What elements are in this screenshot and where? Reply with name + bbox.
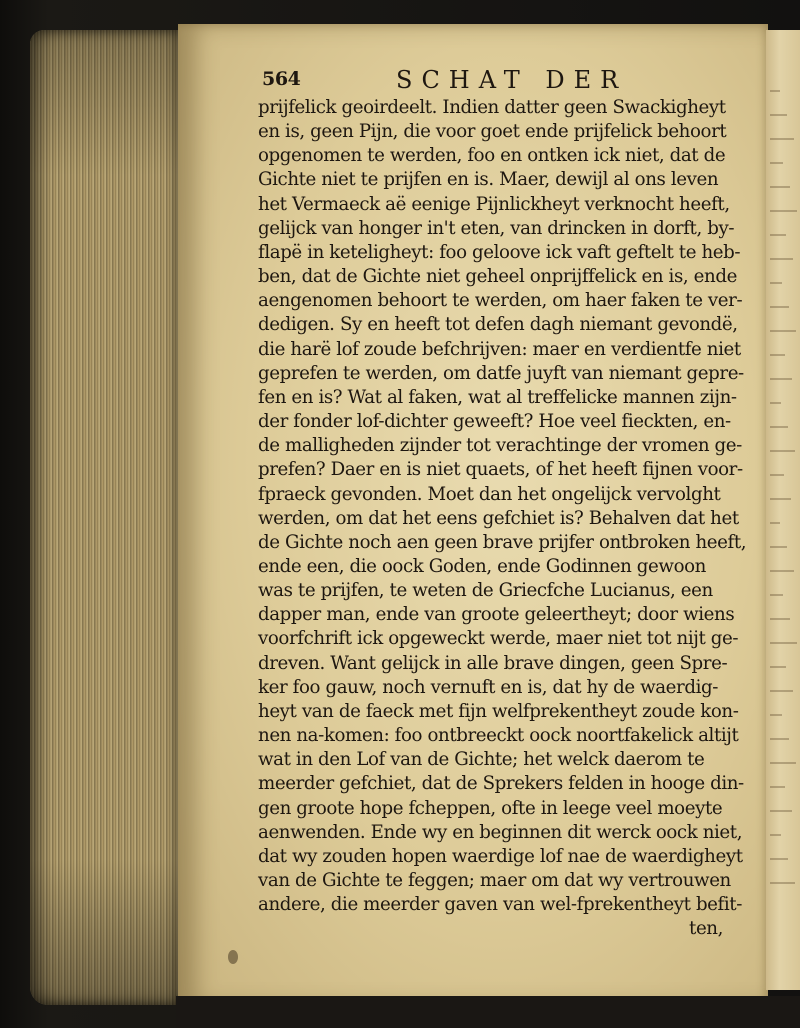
text-line: gelijck van honger in't eten, van drincken in dorft, by-: [258, 217, 735, 239]
text-line: en is, geen Pijn, die voor goet ende prijfelick behoort: [258, 121, 727, 143]
text-line: dapper man, ende van groote geleertheyt; door wiens: [258, 604, 735, 626]
body-text: [258, 96, 763, 917]
bleed-through-mark: [770, 834, 781, 836]
bleed-through-mark: [770, 546, 787, 548]
bleed-through-mark: [770, 522, 780, 524]
text-line: de malligheden zijnder tot verachtinge der vromen ge-: [258, 435, 742, 457]
bottom-shadow: [176, 996, 800, 1028]
text-line: der fonder lof-dichter geweeft? Hoe veel fieckten, en-: [258, 411, 731, 433]
text-line: van de Gichte te feggen; maer om dat wy vertrouwen: [258, 870, 731, 891]
text-line: aengenomen behoort te werden, om haer faken te ver-: [258, 290, 743, 312]
page-text-block: [258, 66, 763, 941]
text-line: fpraeck gevonden. Moet dan het ongelijck vervolght: [258, 483, 721, 505]
bleed-through-mark: [770, 162, 783, 164]
bleed-through-mark: [770, 642, 797, 644]
text-line: de Gichte noch aen geen brave prijfer ontbroken heeft,: [258, 531, 747, 553]
bleed-through-mark: [770, 90, 780, 92]
text-line: ben, dat de Gichte niet geheel onprijffelick en is, ende: [258, 266, 737, 288]
text-line: dat wy zouden hopen waerdige lof nae de waerdigheyt: [258, 845, 743, 867]
bleed-through-mark: [770, 618, 790, 620]
bleed-through-mark: [770, 354, 785, 356]
text-line: ende een, die oock Goden, ende Godinnen gewoon: [258, 555, 706, 577]
text-line: meerder gefchiet, dat de Sprekers felden in hooge din-: [258, 773, 744, 795]
bleed-through-mark: [770, 762, 796, 764]
text-line: opgenomen te werden, foo en ontken ick niet, dat de: [258, 145, 726, 167]
bleed-through-mark: [770, 402, 781, 404]
text-line: die harë lof zoude befchrijven: maer en verdientfe niet: [258, 338, 741, 360]
bleed-through-mark: [770, 210, 797, 212]
bleed-through-mark: [770, 738, 789, 740]
ink-stain: [228, 950, 238, 964]
text-line: nen na-komen: foo ontbreeckt oock noortfakelick altijt: [258, 725, 739, 747]
page-number: 564: [262, 68, 301, 90]
text-line: was te prijfen, te weten de Griecfche Lucianus, een: [258, 580, 713, 602]
facing-page-edge: [766, 30, 800, 990]
bleed-through-mark: [770, 138, 794, 140]
bleed-through-mark: [770, 882, 795, 884]
bleed-through-mark: [770, 282, 782, 284]
bleed-through-mark: [770, 714, 782, 716]
text-line: aenwenden. Ende wy en beginnen dit werck oock niet,: [258, 821, 743, 843]
running-head: SCHAT DER: [396, 66, 628, 94]
bleed-through-mark: [770, 426, 788, 428]
bleed-through-mark: [770, 690, 793, 692]
bleed-through-mark: [770, 306, 789, 308]
bleed-through-mark: [770, 114, 787, 116]
bleed-through-mark: [770, 666, 786, 668]
text-line: voorfchrift ick opgeweckt werde, maer niet tot nijt ge-: [258, 628, 739, 650]
bleed-through-mark: [770, 810, 792, 812]
text-line: gen groote hope fcheppen, ofte in leege veel moeyte: [258, 797, 723, 819]
bleed-through-mark: [770, 786, 785, 788]
book-page-edges: [30, 30, 180, 1005]
text-line: andere, die meerder gaven van wel-fprekentheyt befit-: [258, 894, 742, 916]
bleed-through-mark: [770, 858, 788, 860]
text-line: dedigen. Sy en heeft tot defen dagh niemant gevondë,: [258, 314, 738, 336]
text-line: werden, om dat het eens gefchiet is? Behalven dat het: [258, 507, 739, 529]
bleed-through-mark: [770, 450, 795, 452]
bleed-through-mark: [770, 186, 790, 188]
bleed-through-mark: [770, 594, 783, 596]
bleed-through-mark: [770, 474, 784, 476]
text-line: ker foo gauw, noch vernuft en is, dat hy de waerdig-: [258, 676, 718, 698]
text-line: flapë in keteligheyt: foo geloove ick vaft geftelt te heb-: [258, 241, 741, 263]
bleed-through-mark: [770, 258, 793, 260]
bleed-through-mark: [770, 570, 794, 572]
text-line: heyt van de faeck met fijn welfprekentheyt zoude kon-: [258, 700, 739, 722]
text-line: dreven. Want gelijck in alle brave dingen, geen Spre-: [258, 652, 728, 674]
bleed-through-mark: [770, 234, 786, 236]
text-line: het Vermaeck aë eenige Pijnlickheyt verknocht heeft,: [258, 193, 730, 215]
page-header: [258, 66, 763, 96]
bleed-through-mark: [770, 498, 791, 500]
bleed-through-mark: [770, 330, 796, 332]
text-line: prefen? Daer en is niet quaets, of het heeft fijnen voor-: [258, 459, 743, 481]
text-line: wat in den Lof van de Gichte; het welck daerom te: [258, 749, 705, 771]
text-line: Gichte niet te prijfen en is. Maer, dewijl al ons leven: [258, 169, 719, 191]
text-line: fen en is? Wat al faken, wat al treffelicke mannen zijn-: [258, 386, 737, 408]
catchword: ten,: [689, 918, 723, 940]
text-line: prijfelick geoirdeelt. Indien datter geen Swackigheyt: [258, 97, 726, 118]
text-line: geprefen te werden, om datfe juyft van niemant gepre-: [258, 362, 744, 384]
bleed-through-mark: [770, 378, 792, 380]
